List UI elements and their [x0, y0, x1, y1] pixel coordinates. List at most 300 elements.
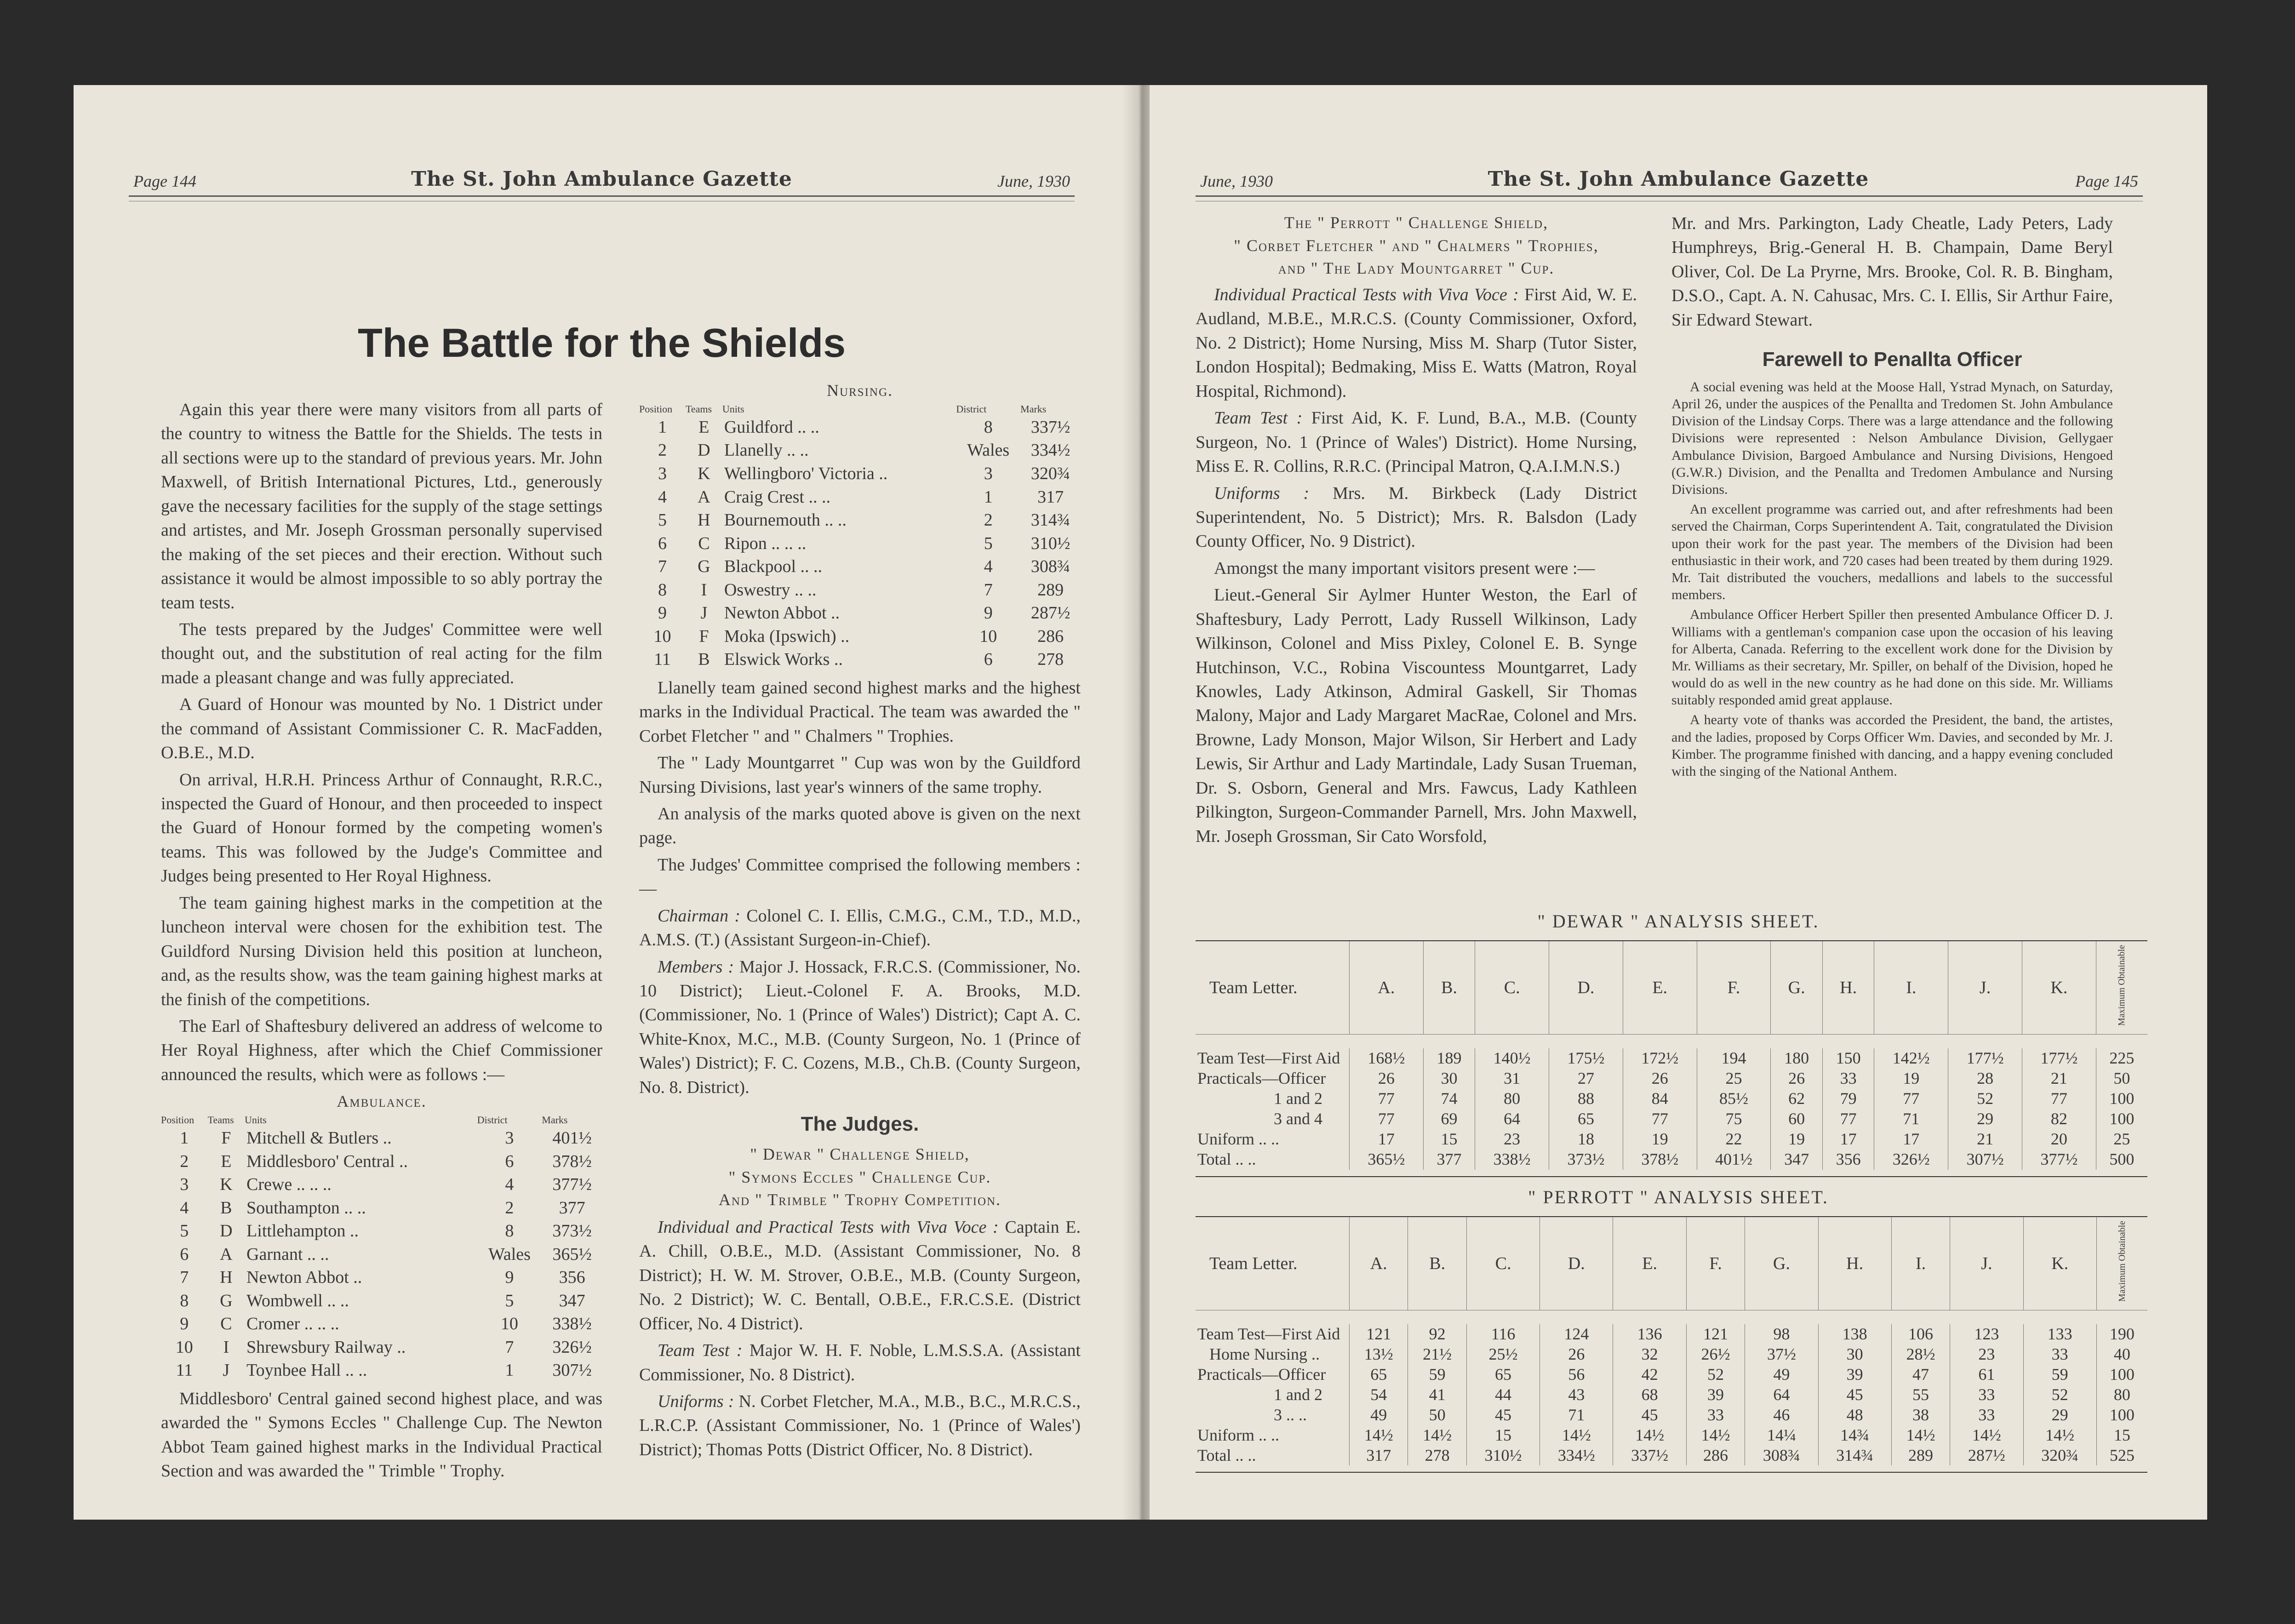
table-cell: 1 [505, 1361, 514, 1380]
table-cell: 10 [175, 1337, 193, 1357]
table-cell: K [220, 1175, 233, 1195]
maximum-label: Maximum Obtainable [2117, 945, 2127, 1026]
table-cell: 25 [2096, 1129, 2147, 1149]
judges-subheading: " Symons Eccles " Challenge Cup. [728, 1167, 991, 1186]
table-cell: B [220, 1198, 232, 1218]
table-row [1196, 1365, 2147, 1385]
table-row [639, 601, 1081, 625]
table-row [161, 1336, 602, 1359]
table-cell: K [698, 463, 710, 483]
table-cell: 5 [658, 510, 667, 530]
paragraph: Ambulance Officer Herbert Spiller then presented Ambulance Officer D. J. Williams with a gentleman's companion case upon the occasion of his leaving for Alberta, Canada. Referring to the excellent work done for the Division by Mr. Williams as their secretary, Mr. Spiller, on behalf of the Division, hoped he would do as well in the new country as he had done on this side. Mr. Williams suitably responded amid great applause. [1671, 607, 2113, 708]
table-cell: C [698, 533, 710, 553]
table-cell: Guildford .. .. [724, 417, 819, 437]
table-cell: 6 [658, 533, 667, 553]
table-cell: 278 [1408, 1446, 1466, 1466]
table-cell: 52 [2023, 1385, 2096, 1405]
table-cell: 82 [2022, 1109, 2096, 1129]
table-cell: 307½ [1948, 1149, 2022, 1170]
uniforms-text: Mrs. M. Birkbeck (Lady District Superintendent, No. 5 District); Mrs. R. Balsdon (Lady County Officer, No. 9 District). [1196, 483, 1637, 551]
table-cell: 337½ [1030, 417, 1070, 437]
right-page-number: Page 145 [2075, 172, 2138, 190]
team-label: Team Test : [1214, 408, 1303, 428]
left-header [74, 154, 1130, 191]
right-issue-date: June, 1930 [1200, 172, 1273, 190]
table-cell: 26 [1350, 1069, 1424, 1089]
judges-individual-label: Individual and Practical Tests with Viva Voce : [658, 1217, 999, 1237]
table-cell: 377½ [2022, 1149, 2096, 1170]
table-row [1196, 1344, 2147, 1365]
right-running-title: The St. John Ambulance Gazette [1488, 167, 1869, 191]
table-row [161, 1150, 602, 1173]
table-cell: 150 [1822, 1048, 1874, 1069]
team-letter: B. [1408, 1217, 1466, 1310]
team-letter: E. [1613, 1217, 1686, 1310]
table-cell: 52 [1948, 1089, 2022, 1109]
paragraph [639, 904, 1081, 952]
paragraph: Llanelly team gained second highest marks and the highest marks in the Individual Practical. The team was awarded the " Corbet Fletcher " and " Chalmers " Trophies. [639, 678, 1081, 746]
paragraph: A Guard of Honour was mounted by No. 1 District under the command of Assistant Commissioner C. R. MacFadden, O.B.E., M.D. [161, 695, 602, 763]
table-cell: 320¾ [1030, 463, 1070, 483]
paragraph: Middlesboro' Central gained second highest place, and was awarded the " Symons Eccles " Challenge Cup. The Newton Abbot Team gained highest marks in the Individual Practical Section and was awarded the " Trimble " Trophy. [161, 1389, 602, 1481]
judges-team-label: Team Test : [658, 1341, 743, 1361]
table-cell: 133 [2023, 1324, 2096, 1344]
table-cell: 33 [1822, 1069, 1874, 1089]
table-cell: 2 [180, 1151, 189, 1171]
section-subheading: The " Perrott " Challenge Shield, [1284, 213, 1549, 232]
table-cell: 50 [2096, 1069, 2147, 1089]
col-header: Marks [542, 1114, 568, 1126]
team-letter: I. [1874, 941, 1948, 1035]
table-cell: 32 [1613, 1344, 1686, 1365]
table-cell: 45 [1818, 1385, 1891, 1405]
table-cell: Wales [967, 440, 1010, 460]
row-label: Practicals—Officer [1197, 1069, 1326, 1087]
ambulance-heading: Ambulance. [337, 1092, 427, 1111]
table-cell: 6 [984, 650, 993, 669]
table-cell: 317 [1350, 1446, 1408, 1466]
farewell-heading: Farewell to Penallta Officer [1762, 348, 2022, 371]
table-cell: 33 [1686, 1405, 1745, 1425]
paragraph: An analysis of the marks quoted above is given on the next page. [639, 804, 1081, 848]
table-cell: 41 [1408, 1385, 1466, 1405]
table-cell: 25 [1697, 1069, 1771, 1089]
table-cell: 9 [505, 1268, 514, 1287]
nursing-results-table [639, 402, 1081, 671]
table-cell: 317 [1037, 487, 1064, 507]
table-cell: 9 [984, 603, 993, 623]
table-cell: 140½ [1475, 1048, 1549, 1069]
left-column-2 [639, 379, 1081, 1464]
table-cell: I [223, 1337, 229, 1357]
table-cell: 14½ [1613, 1425, 1686, 1446]
table-cell: 100 [2096, 1365, 2147, 1385]
col-header: Units [245, 1114, 267, 1126]
team-letter: D. [1540, 1217, 1613, 1310]
table-cell: A [698, 487, 710, 507]
row-label: Home Nursing .. [1209, 1344, 1320, 1363]
table-cell: 307½ [552, 1361, 592, 1380]
table-cell: 14½ [1950, 1425, 2023, 1446]
table-cell: 314¾ [1818, 1446, 1891, 1466]
table-cell: 14½ [1540, 1425, 1613, 1446]
table-cell: 59 [2023, 1365, 2096, 1385]
table-cell: 401½ [1697, 1149, 1771, 1170]
table-cell: 310½ [1030, 533, 1070, 553]
table-cell: 15 [1466, 1425, 1540, 1446]
row-label: Team Test—First Aid [1197, 1325, 1340, 1344]
col-header: District [477, 1114, 508, 1126]
table-cell: 33 [2023, 1344, 2096, 1365]
table-cell: 326½ [552, 1337, 592, 1357]
dewar-analysis-table [1196, 941, 2147, 1170]
table-row [161, 1219, 602, 1243]
team-letter: C. [1475, 941, 1549, 1035]
team-letter-header: Team Letter. [1196, 941, 1350, 1035]
row-label: Team Test—First Aid [1197, 1049, 1340, 1068]
table-cell: Newton Abbot .. [724, 603, 840, 623]
table-cell: 64 [1745, 1385, 1818, 1405]
paragraph: Lieut.-General Sir Aylmer Hunter Weston, the Earl of Shaftesbury, Lady Perrott, Lady Russell Wilkinson, Lady Wilkinson, Colonel and Miss Pixley, Colonel E. B. Synge Hutchinson, V.C., Robina Viscountess Mountgarret, Lady Knowles, Lady Atkinson, Admiral Gaskell, Sir Thomas Malony, Major and Lady Margaret MacRae, Colonel and Mrs. Browne, Lady Monson, Major Wilson, Sir Herbert and Lady Lewis, Sir Arthur and Lady Martindale, Lady Susan Trueman, Dr. S. Osborn, General and Mrs. Fawcus, Lady Kathleen Pilkington, Surgeon-Commander Parnell, Mrs. John Maxwell, Mr. Joseph Grossman, Sir Cato Worsfold, [1196, 585, 1637, 846]
table-cell: 8 [984, 417, 993, 437]
table-row [639, 578, 1081, 602]
table-cell: 100 [2096, 1109, 2147, 1129]
table-cell: 7 [658, 557, 667, 577]
table-cell: 378½ [1623, 1149, 1697, 1170]
table-cell: 17 [1822, 1129, 1874, 1149]
table-cell: 77 [1350, 1109, 1424, 1129]
table-cell: 308¾ [1745, 1446, 1818, 1466]
table-cell: 23 [1475, 1129, 1549, 1149]
table-cell: 11 [176, 1361, 193, 1380]
table-cell: 8 [180, 1291, 189, 1310]
paragraph: A hearty vote of thanks was accorded the President, the band, the artistes, and the ladies, proposed by Corps Officer Wm. Davies, and seconded by Mr. J. Kimber. The programme finished with dancing, and a happy evening concluded with the singing of the National Anthem. [1671, 712, 2113, 779]
table-cell: 278 [1037, 650, 1064, 669]
judges-uniforms-text: N. Corbet Fletcher, M.A., M.B., B.C., M.R.C.S., L.R.C.P. (Assistant Commissioner, No. 1 (Prince of Wales') District); Thomas Potts (District Officer, No. 8 District). [639, 1392, 1081, 1459]
team-letter: K. [2023, 1217, 2096, 1310]
table-cell: 14¾ [1818, 1425, 1891, 1446]
team-letter: H. [1818, 1217, 1891, 1310]
paragraph: The Judges' Committee comprised the following members :— [639, 855, 1081, 899]
table-cell: 338½ [552, 1314, 592, 1334]
table-cell: 26 [1623, 1069, 1697, 1089]
table-cell: 31 [1475, 1069, 1549, 1089]
col-header: Position [639, 403, 673, 415]
table-row [161, 1127, 602, 1150]
table-cell: 175½ [1549, 1048, 1623, 1069]
individual-text: First Aid, W. E. Audland, M.B.E., M.R.C.S. (County Commissioner, Oxford, No. 2 District); Home Nursing, Miss M. Sharp (Tutor Sister, London Hospital); Bedmaking, Miss E. Watts (Matron, Royal Hospital, Richmond). [1196, 285, 1637, 401]
table-cell: 365½ [1350, 1149, 1424, 1170]
table-cell: 194 [1697, 1048, 1771, 1069]
table-cell: Wales [488, 1244, 531, 1264]
left-page-number: Page 144 [133, 172, 196, 190]
table-cell: 27 [1549, 1069, 1623, 1089]
header-row [1196, 941, 2147, 1035]
table-cell: 59 [1408, 1365, 1466, 1385]
table-cell: 177½ [2022, 1048, 2096, 1069]
table-cell: 29 [1948, 1109, 2022, 1129]
table-cell: F [221, 1128, 231, 1148]
table-cell: 37½ [1745, 1344, 1818, 1365]
table-cell: 138 [1818, 1324, 1891, 1344]
perrott-analysis-table [1196, 1217, 2147, 1465]
table-cell: A [220, 1244, 233, 1264]
table-cell: 347 [1771, 1149, 1823, 1170]
table-cell: 13½ [1350, 1344, 1408, 1365]
table-cell: 21 [1948, 1129, 2022, 1149]
table-cell: 377 [1423, 1149, 1475, 1170]
table-cell: 62 [1771, 1089, 1823, 1109]
table-cell: H [698, 510, 710, 530]
paragraph: The Earl of Shaftesbury delivered an address of welcome to Her Royal Highness, after which the Chief Commissioner announced the results, which were as follows :— [161, 1016, 602, 1084]
table-row [161, 1243, 602, 1266]
table-cell: 14½ [1350, 1425, 1408, 1446]
table-cell: 4 [180, 1198, 189, 1218]
table-cell: Southampton .. .. [246, 1198, 366, 1218]
table-cell: 8 [505, 1221, 514, 1241]
table-row [161, 1196, 602, 1220]
table-cell: 177½ [1948, 1048, 2022, 1069]
table-cell: Crewe .. .. .. [246, 1175, 332, 1195]
table-cell: 77 [1822, 1109, 1874, 1129]
paragraph [1196, 481, 1637, 554]
table-cell: J [700, 603, 708, 623]
members-label: Members : [658, 957, 734, 977]
table-row [161, 1289, 602, 1313]
table-cell: Bournemouth .. .. [724, 510, 847, 530]
table-cell: 80 [1475, 1089, 1549, 1109]
table-cell: Shrewsbury Railway .. [246, 1337, 406, 1357]
table-cell: 30 [1423, 1069, 1475, 1089]
table-row [639, 648, 1081, 671]
header-row [1196, 1217, 2147, 1310]
table-cell: G [220, 1291, 233, 1310]
row-label: 1 and 2 [1274, 1385, 1322, 1404]
table-cell: 30 [1818, 1344, 1891, 1365]
team-letter: J. [1950, 1217, 2023, 1310]
table-cell: 21 [2022, 1069, 2096, 1089]
judges-team-text: Major W. H. F. Noble, L.M.S.S.A. (Assistant Commissioner, No. 8 District). [639, 1341, 1081, 1384]
left-running-title: The St. John Ambulance Gazette [411, 167, 792, 191]
table-row [1196, 1149, 2147, 1170]
row-label: Total .. .. [1197, 1149, 1256, 1168]
table-cell: G [698, 557, 710, 577]
table-row [1196, 1109, 2147, 1129]
table-cell: Newton Abbot .. [246, 1268, 362, 1287]
table-cell: 14½ [1408, 1425, 1466, 1446]
table-cell: 3 [658, 463, 667, 483]
table-cell: 28 [1948, 1069, 2022, 1089]
table-cell: 314¾ [1030, 510, 1070, 530]
table-row [161, 1312, 602, 1336]
table-cell: 22 [1697, 1129, 1771, 1149]
table-cell: 9 [658, 603, 667, 623]
table-cell: 373½ [1549, 1149, 1623, 1170]
table-cell: 121 [1350, 1324, 1408, 1344]
table-cell: Littlehampton .. [246, 1221, 359, 1241]
table-cell: 74 [1423, 1089, 1475, 1109]
right-column-1 [1196, 212, 1637, 851]
paragraph: The tests prepared by the Judges' Committee were well thought out, and the substitution of real acting for the film made a pleasant change and was fully appreciated. [161, 619, 602, 687]
table-cell: 65 [1350, 1365, 1408, 1385]
table-cell: E [221, 1151, 232, 1171]
col-header: Units [722, 403, 744, 415]
table-cell: 49 [1745, 1365, 1818, 1385]
table-cell: 42 [1613, 1365, 1686, 1385]
table-cell: 55 [1891, 1385, 1950, 1405]
table-cell: 3 [984, 463, 993, 483]
table-cell: 286 [1686, 1446, 1745, 1466]
table-cell: J [223, 1361, 230, 1380]
table-cell: 123 [1950, 1324, 2023, 1344]
table-cell: 320¾ [2023, 1446, 2096, 1466]
perrott-analysis-sheet [1196, 1216, 2147, 1473]
table-cell: 43 [1540, 1385, 1613, 1405]
table-cell: 334½ [1030, 440, 1070, 460]
table-cell: Mitchell & Butlers .. [246, 1128, 392, 1148]
table-row [1196, 1129, 2147, 1149]
table-cell: 47 [1891, 1365, 1950, 1385]
perrott-sheet-title: " PERROTT " ANALYSIS SHEET. [1528, 1187, 1829, 1207]
table-cell: 88 [1549, 1089, 1623, 1109]
table-cell: Oswestry .. .. [724, 580, 817, 600]
left-column-1 [161, 398, 602, 1486]
table-row [639, 555, 1081, 578]
table-cell: 500 [2096, 1149, 2147, 1170]
table-cell: 7 [505, 1337, 514, 1357]
table-cell: 10 [979, 626, 997, 646]
table-cell: 377 [559, 1198, 585, 1218]
table-cell: 338½ [1475, 1149, 1549, 1170]
table-cell: 356 [559, 1268, 585, 1287]
judges-uniforms-label: Uniforms : [658, 1392, 734, 1411]
table-cell: Elswick Works .. [724, 650, 843, 669]
table-cell: 26 [1540, 1344, 1613, 1365]
table-cell: Garnant .. .. [246, 1244, 329, 1264]
table-cell: 14½ [1891, 1425, 1950, 1446]
paragraph [639, 1390, 1081, 1462]
team-letter-header: Team Letter. [1196, 1217, 1350, 1310]
table-cell: 77 [2022, 1089, 2096, 1109]
table-row [1196, 1069, 2147, 1089]
table-cell: 377½ [552, 1175, 592, 1195]
table-cell: 33 [1950, 1385, 2023, 1405]
team-letter: F. [1686, 1217, 1745, 1310]
table-cell: 29 [2023, 1405, 2096, 1425]
table-cell: 17 [1874, 1129, 1948, 1149]
table-cell: 225 [2096, 1048, 2147, 1069]
table-cell: 19 [1623, 1129, 1697, 1149]
paragraph [639, 1215, 1081, 1336]
table-cell: 84 [1623, 1089, 1697, 1109]
table-cell: 190 [2096, 1324, 2147, 1344]
col-header: District [956, 403, 987, 415]
table-cell: 45 [1466, 1405, 1540, 1425]
section-subheading: " Corbet Fletcher " and " Chalmers " Trophies, [1234, 236, 1599, 255]
table-cell: 1 [984, 487, 993, 507]
table-cell: 8 [658, 580, 667, 600]
paragraph: Amongst the many important visitors present were :— [1214, 558, 1595, 578]
table-cell: E [698, 417, 710, 437]
paragraph: Again this year there were many visitors from all parts of the country to witness the Battle for the Shields. The tests in all sections were up to the standard of previous years. Mr. John Maxwell, of British International Pictures, Ltd., generously gave the necessary facilities for the supply of the stage settings and artistes, and Mr. Joseph Grossman personally supervised the making of the set pieces and their erection. Without such assistance it would be almost impossible to so ably portray the team tests. [161, 400, 602, 612]
table-cell: 65 [1549, 1109, 1623, 1129]
table-cell: 69 [1423, 1109, 1475, 1129]
table-cell: 172½ [1623, 1048, 1697, 1069]
table-cell: D [698, 440, 710, 460]
table-cell: 525 [2096, 1446, 2147, 1466]
table-cell: 20 [2022, 1129, 2096, 1149]
table-cell: 4 [658, 487, 667, 507]
table-row [1196, 1446, 2147, 1466]
table-row [639, 532, 1081, 555]
table-cell: 378½ [552, 1151, 592, 1171]
row-label: 1 and 2 [1274, 1089, 1322, 1108]
table-cell: 71 [1874, 1109, 1948, 1129]
table-cell: 80 [2096, 1385, 2147, 1405]
table-cell: 106 [1891, 1324, 1950, 1344]
table-cell: 39 [1686, 1385, 1745, 1405]
table-cell: 310½ [1466, 1446, 1540, 1466]
team-letter: A. [1350, 1217, 1408, 1310]
table-cell: 15 [1423, 1129, 1475, 1149]
table-cell: 9 [180, 1314, 189, 1334]
table-cell: 18 [1549, 1129, 1623, 1149]
right-header [1150, 154, 2207, 191]
table-cell: Wellingboro' Victoria .. [724, 463, 888, 483]
paragraph [1196, 406, 1637, 478]
team-letter: G. [1745, 1217, 1818, 1310]
table-row [1196, 1324, 2147, 1344]
table-cell: 168½ [1350, 1048, 1424, 1069]
paragraph: A social evening was held at the Moose Hall, Ystrad Mynach, on Saturday, April 26, under the auspices of the Penallta and Tredomen St. John Ambulance Division of the Lindsay Corps. There was a large attendance and the following Divisions were represented : Nelson Ambulance Division, Gellygaer Ambulance Division, Bargoed Ambulance and Nursing Divisions, Hengoed (G.W.R.) Division, and the Penallta and Tredomen Ambulance and Nursing Divisions. [1671, 379, 2113, 497]
table-cell: 33 [1950, 1405, 2023, 1425]
table-cell: Wombwell .. .. [246, 1291, 349, 1310]
table-cell: 116 [1466, 1324, 1540, 1344]
table-cell: 68 [1613, 1385, 1686, 1405]
table-cell: B [698, 650, 710, 669]
table-cell: 286 [1037, 626, 1064, 646]
table-row [161, 1173, 602, 1196]
team-letter: K. [2022, 941, 2096, 1035]
table-cell: 14¼ [1745, 1425, 1818, 1446]
table-cell: 189 [1423, 1048, 1475, 1069]
table-cell: 5 [984, 533, 993, 553]
table-cell: 124 [1540, 1324, 1613, 1344]
table-cell: 347 [559, 1291, 585, 1310]
table-cell: 10 [500, 1314, 518, 1334]
col-header: Position [161, 1114, 195, 1126]
table-cell: 48 [1818, 1405, 1891, 1425]
col-header: Marks [1020, 403, 1047, 415]
table-cell: 1 [658, 417, 667, 437]
maximum-header [2096, 941, 2147, 1035]
table-row [161, 1266, 602, 1289]
team-letter: D. [1549, 941, 1623, 1035]
table-cell: 2 [984, 510, 993, 530]
table-cell: Cromer .. .. .. [246, 1314, 339, 1334]
team-letter: C. [1466, 1217, 1540, 1310]
table-cell: 3 [505, 1128, 514, 1148]
table-cell: 38 [1891, 1405, 1950, 1425]
table-cell: 17 [1350, 1129, 1424, 1149]
table-cell: 50 [1408, 1405, 1466, 1425]
row-label: Practicals—Officer [1197, 1365, 1326, 1384]
judges-heading: The Judges. [801, 1113, 919, 1136]
maximum-label: Maximum Obtainable [2117, 1221, 2127, 1302]
table-row [639, 439, 1081, 462]
table-cell: 28½ [1891, 1344, 1950, 1365]
table-cell: 21½ [1408, 1344, 1466, 1365]
